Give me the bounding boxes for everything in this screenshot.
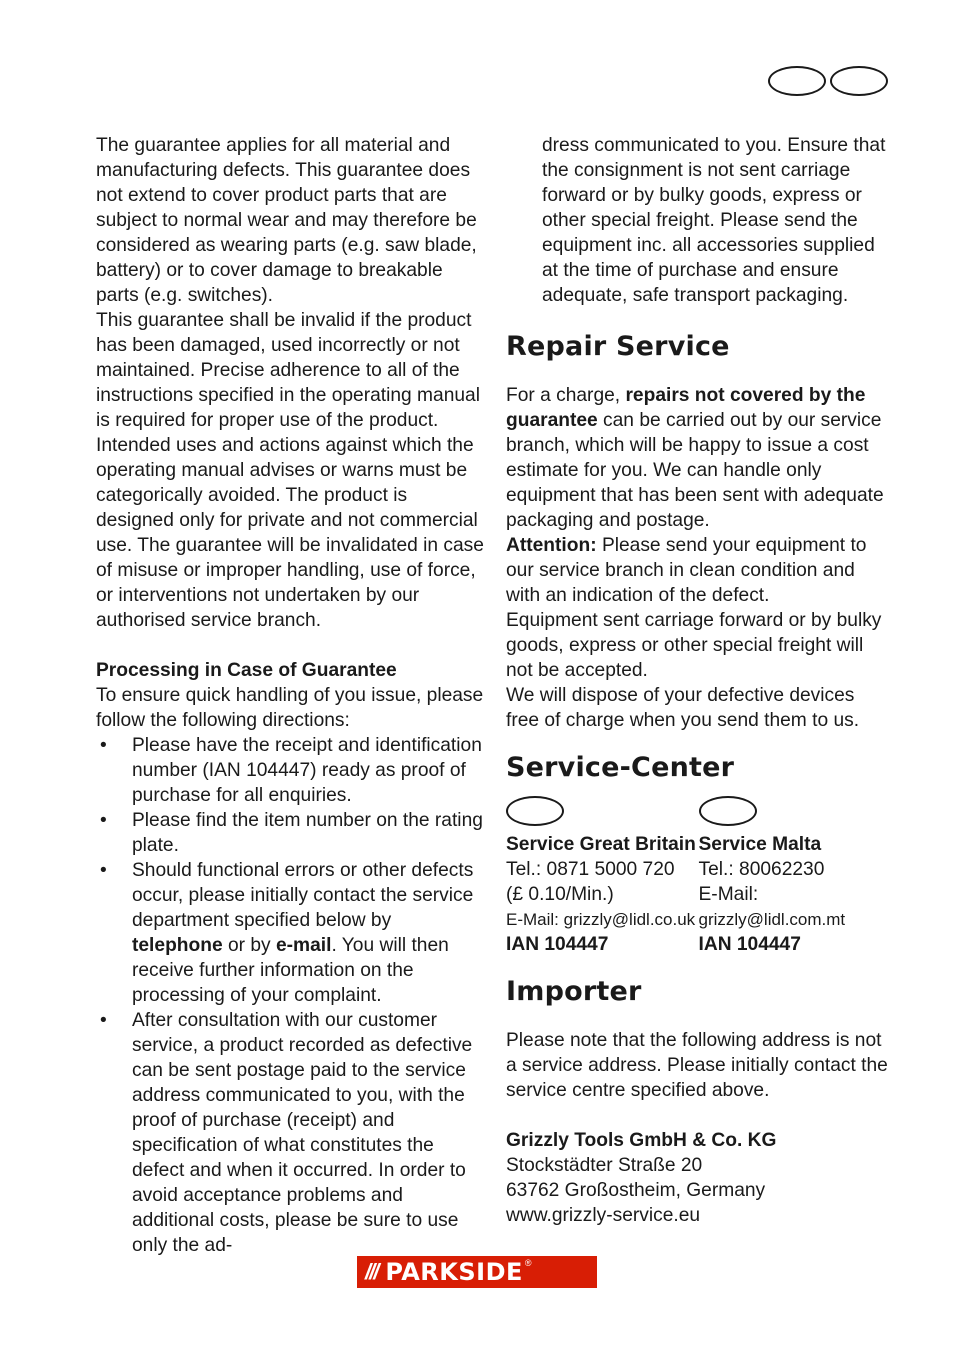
service-center-heading: Service-Center bbox=[506, 752, 735, 783]
repair-paragraph bbox=[506, 383, 891, 533]
bullet-continuation: dress communicated to you. Ensure that the consignment is not sent carriage forward or by bulky goods, express or other special freight. Please send the equipment inc. all accessories supplied at the time of purchase and ensure adequate, safe transport packaging. bbox=[542, 135, 886, 306]
service-center-grid bbox=[506, 796, 891, 957]
language-badges bbox=[768, 66, 892, 96]
service-name: Service Great Britain bbox=[506, 834, 696, 855]
company-website: www.grizzly-service.eu bbox=[506, 1205, 701, 1226]
telephone-emphasis: telephone bbox=[132, 935, 223, 956]
parkside-logo bbox=[357, 1256, 597, 1288]
left-column bbox=[96, 133, 484, 1258]
email-emphasis: e-mail bbox=[275, 935, 332, 956]
processing-steps-list bbox=[96, 733, 484, 1258]
guarantee-invalid-paragraph: This guarantee shall be invalid if the product has been damaged, used incorrectly or not maintained. Precise adherence to all of the instructions specified in the operating manual is required for proper use of the product. Intended uses and actions against which the operating manual advises or warns must be categorically avoided. The product is designed only for private and not commercial use. The guarantee will be invalidated in case of misuse or improper handling, use of force, or interventions not undertaken by our authorised service branch. bbox=[96, 310, 484, 631]
company-name: Grizzly Tools GmbH & Co. KG bbox=[506, 1130, 777, 1151]
processing-intro: To ensure quick handling of you issue, please follow the following directions: bbox=[96, 685, 484, 731]
guarantee-scope-paragraph: The guarantee applies for all material and manufacturing defects. This guarantee does not extend to cover product parts that are subject to normal wear and may therefore be considered as wearing parts (e.g. saw blade, battery) or to cover damage to breakable parts (e.g. switches). bbox=[96, 135, 477, 306]
language-badge-oval bbox=[830, 66, 888, 96]
list-item: • Please find the item number on the rating plate. bbox=[96, 808, 484, 858]
logo-registered-mark: ® bbox=[524, 1258, 532, 1268]
list-item: • Please have the receipt and identification number (IAN 104447) ready as proof of purchase for all enquiries. bbox=[96, 733, 484, 808]
service-email-label: E-Mail: bbox=[698, 884, 759, 905]
importer-heading: Importer bbox=[506, 976, 642, 1007]
importer-note: Please note that the following address is not a service address. Please initially contact the service centre specified above. bbox=[506, 1030, 888, 1101]
service-phone: Tel.: 80062230 bbox=[698, 859, 825, 880]
repair-text-b: can be carried out by our service branch, which will be happy to issue a cost estimate for you. We can handle only equipment that has been sent with adequate packaging and postage. bbox=[506, 410, 884, 531]
freight-paragraph: Equipment sent carriage forward or by bulky goods, express or other special freight will not be accepted. bbox=[506, 610, 882, 681]
service-email: grizzly@lidl.com.mt bbox=[698, 910, 846, 929]
list-item bbox=[96, 858, 484, 1008]
country-badge-oval bbox=[506, 796, 564, 826]
service-name: Service Malta bbox=[698, 834, 822, 855]
bullet3-text-b: or by bbox=[227, 935, 271, 956]
service-rate: (£ 0.10/Min.) bbox=[506, 884, 614, 905]
list-item: • After consultation with our customer service, a product recorded as defective can be sent postage paid to the service address communicated to you, with the proof of purchase (receipt) and specification of what constitutes the defect and when it occurred. In order to avoid acceptance problems and additional costs, please be sure to use only the ad- bbox=[96, 1008, 484, 1258]
service-ian: IAN 104447 bbox=[506, 934, 609, 955]
right-column bbox=[506, 133, 891, 1228]
repair-service-heading: Repair Service bbox=[506, 331, 730, 362]
service-email: E-Mail: grizzly@lidl.co.uk bbox=[506, 910, 696, 929]
service-ian: IAN 104447 bbox=[698, 934, 801, 955]
bullet3-text-a: Should functional errors or other defects occur, please initially contact the service department specified below by bbox=[132, 860, 474, 931]
logo-slashes: /// bbox=[365, 1259, 378, 1284]
language-badge-oval bbox=[768, 66, 826, 96]
attention-paragraph bbox=[506, 533, 891, 608]
dispose-paragraph: We will dispose of your defective devices free of charge when you send them to us. bbox=[506, 685, 860, 731]
repair-emphasis: repairs not covered by the guarantee bbox=[506, 385, 866, 431]
repair-text-a: For a charge, bbox=[506, 385, 621, 406]
bullet3-text-c: . You will then receive further information on the processing of your complaint. bbox=[132, 935, 449, 1006]
service-great-britain bbox=[506, 796, 699, 957]
service-phone: Tel.: 0871 5000 720 bbox=[506, 859, 675, 880]
processing-heading: Processing in Case of Guarantee bbox=[96, 660, 397, 681]
country-badge-oval bbox=[699, 796, 757, 826]
company-street: Stockstädter Straße 20 bbox=[506, 1155, 703, 1176]
logo-text: PARKSIDE bbox=[385, 1258, 523, 1286]
service-malta bbox=[699, 796, 892, 957]
company-city: 63762 Großostheim, Germany bbox=[506, 1180, 766, 1201]
attention-label: Attention: bbox=[506, 535, 597, 556]
attention-text: Please send your equipment to our service branch in clean condition and with an indication of the defect. bbox=[506, 535, 867, 606]
